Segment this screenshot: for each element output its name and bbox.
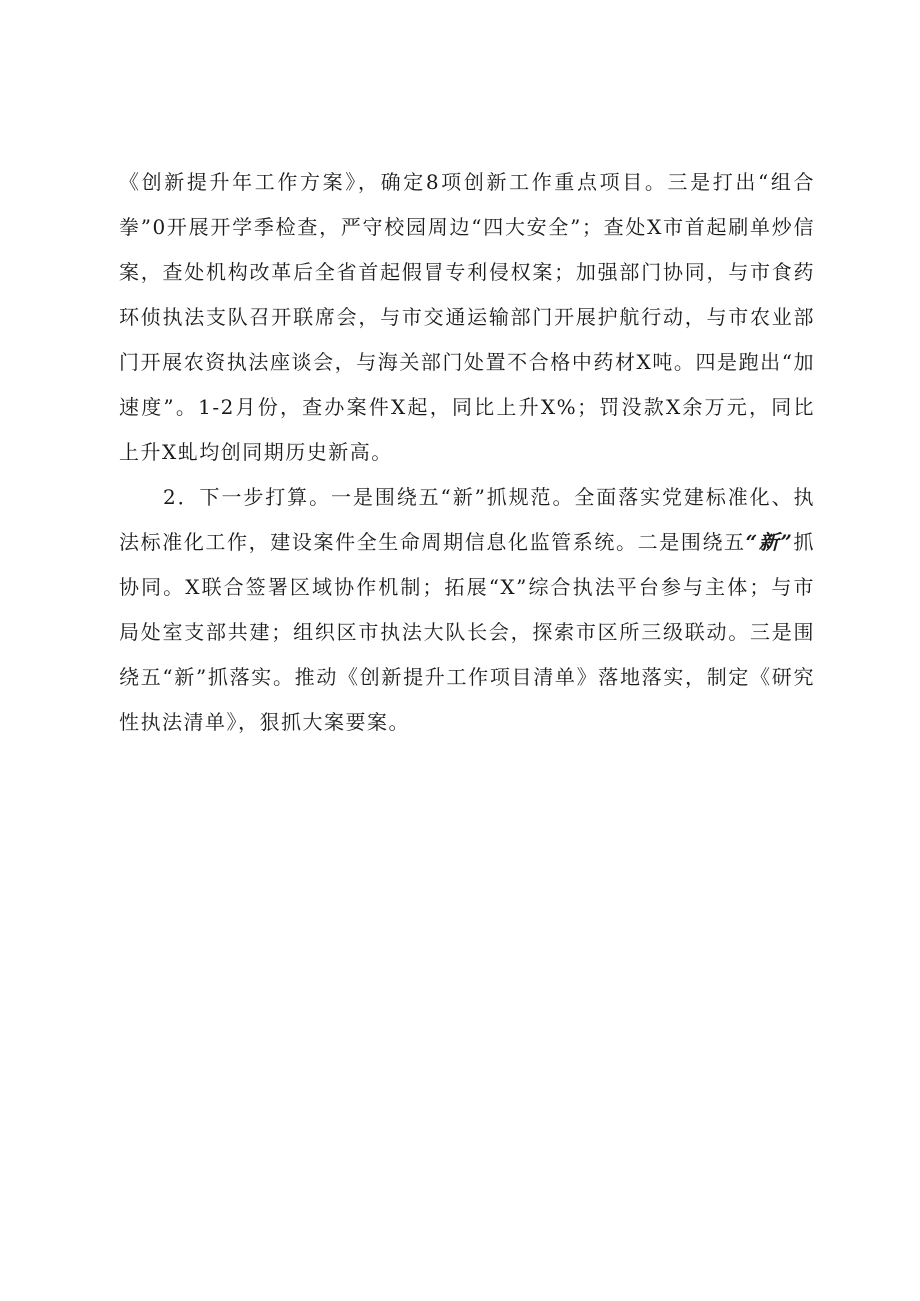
paragraph-2-text-a: 2．下一步打算。一是围绕五“新”抓规范。全面落实党建标准化、执法标准化工作，建设案件全生命周期信息化监管系统。二是围绕五 bbox=[119, 485, 815, 554]
paragraph-2 bbox=[119, 475, 815, 745]
paragraph-1: 《创新提升年工作方案》，确定8项创新工作重点项目。三是打出“组合拳”0开展开学季检查，严守校园周边“四大安全”；查处X市首起刷单炒信案，查处机构改革后全省首起假冒专利侵权案；加强部门协同，与市食药环侦执法支队召开联席会，与市交通运输部门开展护航行动，与市农业部门开展农资执法座谈会，与海关部门处置不合格中药材X吨。四是跑出“加速度”。1-2月份，查办案件X起，同比上升X%；罚没款X余万元，同比上升X虬均创同期历史新高。 bbox=[119, 170, 815, 464]
paragraph-2-text-b: 抓协同。X联合签署区域协作机制；拓展“X”综合执法平台参与主体；与市局处室支部共建；组织区市执法大队长会，探索市区所三级联动。三是围绕五“新”抓落实。推动《创新提升工作项目清单》落地落实，制定《研究性执法清单》，狠抓大案要案。 bbox=[119, 530, 816, 734]
paragraph-2-emphasis: “新” bbox=[745, 530, 794, 554]
document-body bbox=[119, 160, 815, 745]
